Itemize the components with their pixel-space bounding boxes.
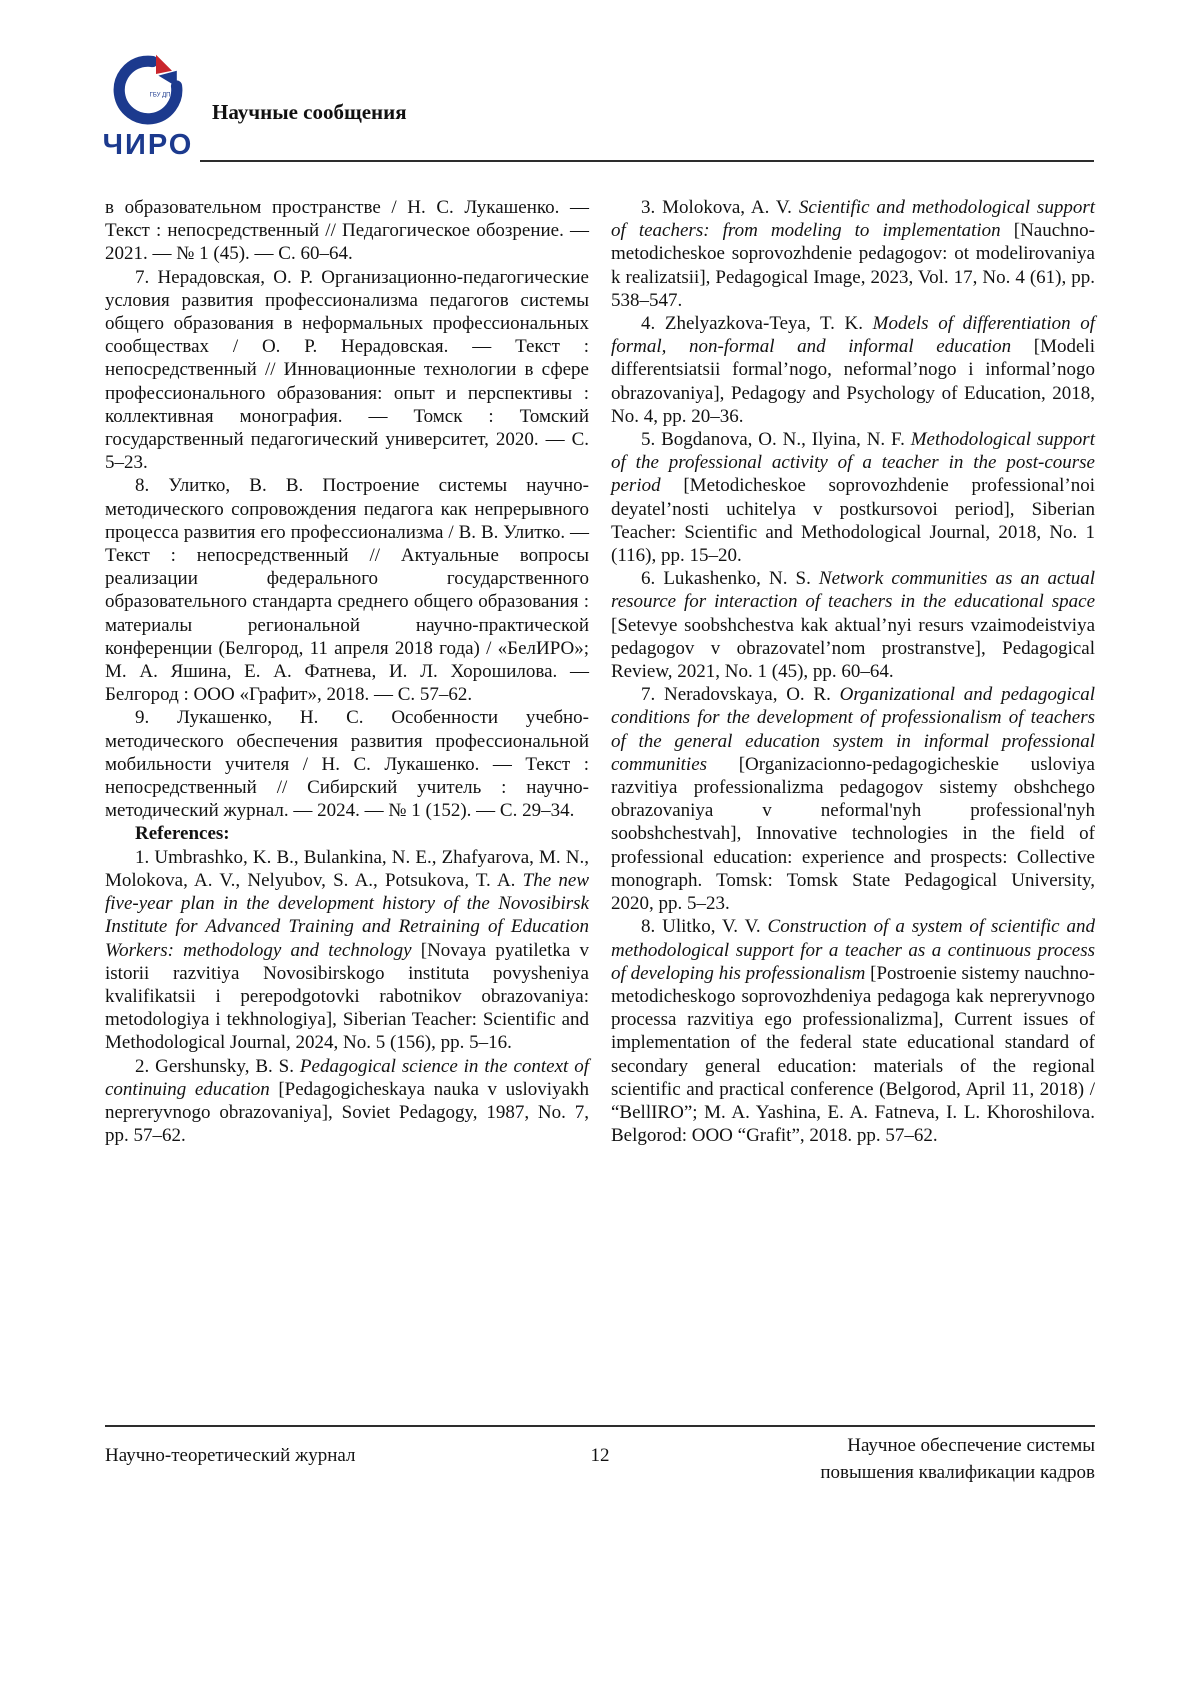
text-run: [Postroenie sistemy nauchno-metodicheskogo soprovozhdeniya pedagoga kak nepreryvnogo processa razvitiya ego professionalizma], Current issues of implementation of the federal state educational standard of secondary general education: materials of the regional scientific and practical conference (Belgorod, April 11, 2018) / “BellIRO”; M. A. Yashina, E. A. Fatneva, I. L. Khoroshilova. Belgorod: OOO “Grafit”, 2018. pp. 57–62. [611,962,1095,1147]
text-run: Organizational and pedagogical conditions for the development of professionalism of teachers of the general education system in informal professional communities [611,684,1095,775]
page-number: 12 [590,1445,610,1466]
reference-entry [611,683,1095,915]
page-footer [105,1425,1095,1499]
chiro-logo-emblem [108,50,188,130]
section-title: Научные сообщения [212,100,407,124]
reference-entry [611,567,1095,683]
reference-entry [611,428,1095,567]
text-run: The new five-year plan in the development history of the Novosibirsk Institute for Advanced Training and Retraining of Education Workers: methodology and technology [105,869,589,961]
reference-entry [105,474,589,706]
text-run: в образовательном пространстве / Н. С. Лукашенко. — Текст : непосредственный // Педагогическое обозрение. — 2021. — № 1 (45). — С. 60–64. [105,197,589,265]
reference-entry [105,266,589,475]
text-run: 8. Ulitko, V. V. [641,916,768,938]
text-run: [Nauchno-metodicheskoe soprovozhdenie pedagogov: ot modelirovaniya k realizatsii], Pedagogical Image, 2023, Vol. 17, No. 4 (61), pp. 538–547. [611,220,1095,311]
text-run: 4. Zhelyazkova-Teya, T. K. [641,313,873,335]
header-divider [200,160,1094,162]
text-run: [Modeli differentsiatsii formal’nogo, neformal’nogo i informal’nogo obrazovaniya], Pedagogy and Psychology of Education, 2018, No. 4, pp. 20–36. [611,336,1095,427]
running-title [820,1432,1095,1486]
logo-wordmark: ЧИРО [102,129,194,161]
text-run: References: [135,823,230,845]
text-run: [Organizacionno-pedagogicheskie usloviya razvitiya professionalizma pedagogov sistemy obshchego obrazovaniya v neformal'nyh professional'nyh soobshchestvah], Innovative technologies in the field of professional education: experience and prospects: Collective monograph. Tomsk: Tomsk State Pedagogical University, 2020, pp. 5–23. [611,753,1095,915]
text-run: 1. Umbrashko, K. B., Bulankina, N. E., Zhafyarova, M. N., Molokova, A. V., Nelyubov, S. A., Potsukova, T. A. [105,846,589,891]
text-run: Construction of a system of scientific and methodological support for a teacher as a continuous process of developing his professionalism [611,916,1096,984]
text-run: Methodological support of the professional activity of a teacher in the post-course period [611,429,1095,497]
chiro-logo [96,50,200,160]
running-title-line2: повышения квалификации кадров [820,1462,1095,1483]
text-run: 7. Нерадовская, О. Р. Организационно-педагогические условия развития профессионализма педагогов системы общего образования в неформальных профессиональных сообществах / О. Р. Нерадовская. — Текст : непосредственный // Инновационные технологии в сфере профессионального образования: опыт и перспективы : коллективная монография. — Томск : Томский государственный педагогический университет, 2020. — С. 5–23. [105,266,589,474]
text-run: 3. Molokova, A. V. [641,197,799,218]
reference-entry [611,915,1095,1147]
logo-sail-blue [158,71,176,87]
reference-entry [105,846,589,1055]
text-run: Network communities as an actual resource for interaction of teachers in the educational space [611,568,1095,613]
footer-content [105,1427,1095,1499]
column-left [105,196,589,1147]
text-run: 9. Лукашенко, Н. С. Особенности учебно-методического обеспечения развития профессиональной мобильности учителя / Н. С. Лукашенко. — Текст : непосредственный // Сибирский учитель : научно-методический журнал. — 2024. — № 1 (152). — С. 29–34. [105,707,589,822]
reference-entry [611,196,1095,312]
reference-entry [611,312,1095,428]
logo-sail-red [156,55,172,74]
references-heading [105,822,589,845]
reference-entry [105,1055,589,1148]
reference-entry [105,196,589,266]
text-run: Scientific and methodological support of teachers: from modeling to implementation [611,197,1095,242]
text-run: 5. Bogdanova, O. N., Ilyina, N. F. [641,429,911,451]
logo-ring [115,57,180,122]
logo-small-text: ГБУ ДПО [149,92,176,99]
text-run: 2. Gershunsky, B. S. [135,1055,300,1077]
text-run: [Pedagogicheskaya nauka v usloviyakh nepreryvnogo obrazovaniya], Soviet Pedagogy, 1987, No. 7, pp. 57–62. [105,1078,589,1147]
text-run: 7. Neradovskaya, O. R. [641,684,840,706]
text-run: [Metodicheskoe soprovozhdenie professional’noi deyatel’nosti uchitelya v postkursovoi period], Siberian Teacher: Scientific and Methodological Journal, 2018, No. 1 (116), pp. 15–20. [611,475,1095,567]
text-run: 8. Улитко, В. В. Построение системы научно-методического сопровождения педагога как непрерывного процесса развития его профессионализма / В. В. Улитко. — Текст : непосредственный // Актуальные вопросы реализации федерального государственного образовательного стандарта среднего общего образования : материалы региональной научно-практической конференции (Белгород, 11 апреля 2018 года) / «БелИРО»; М. А. Яшина, Е. А. Фатнева, И. Л. Хорошилова. — Белгород : ООО «Графит», 2018. — С. 57–62. [105,475,589,706]
text-run: Models of differentiation of formal, non-formal and informal education [611,313,1095,358]
running-title-line1: Научное обеспечение системы [847,1435,1095,1456]
reference-entry [105,706,589,822]
journal-name: Научно-теоретический журнал [105,1445,356,1466]
two-column-text [105,196,1095,1147]
text-run: Pedagogical science in the context of continuing education [105,1055,589,1100]
page-header [0,0,1200,170]
text-run: 6. Lukashenko, N. S. [641,568,819,590]
text-run: [Setevye soobshchestva kak aktual’nyi resurs vzaimodeistviya pedagogov v obrazovatel’nom prostranstve], Pedagogical Review, 2021, No. 1 (45), pp. 60–64. [611,614,1095,683]
text-run: [Novaya pyatiletka v istorii razvitiya Novosibirskogo instituta povysheniya kvalifikatsii i perepodgotovki rabotnikov obrazovaniya: metodologiya i tekhnologiya], Siberian Teacher: Scientific and Methodological Journal, 2024, No. 5 (156), pp. 5–16. [105,939,589,1054]
column-right [611,196,1095,1147]
